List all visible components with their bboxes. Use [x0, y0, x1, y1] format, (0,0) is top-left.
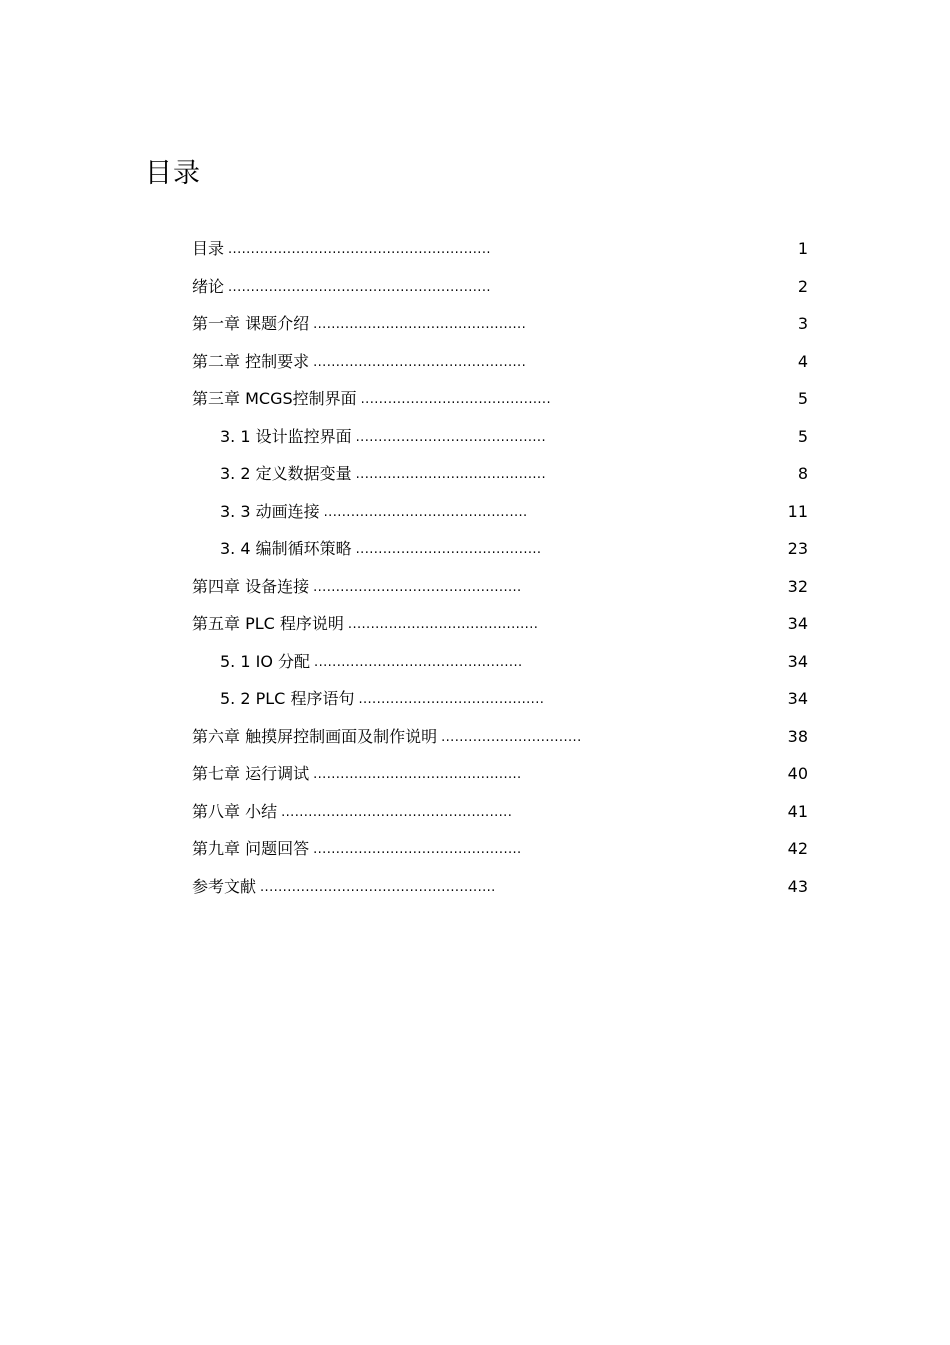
toc-entry-label: 第一章 课题介绍 — [192, 314, 310, 333]
toc-entry[interactable] — [192, 872, 808, 910]
toc-entry-page-number: 40 — [787, 764, 808, 783]
toc-entry[interactable] — [192, 609, 808, 647]
page-title: 目录 — [145, 158, 201, 189]
toc-entry-label: 第三章 MCGS控制界面 — [192, 389, 357, 408]
toc-entry-label: 第九章 问题回答 — [192, 839, 310, 858]
toc-entry-page-number: 43 — [787, 876, 808, 896]
toc-entry-page-number: 34 — [787, 689, 808, 708]
toc-entry-page-number: 23 — [787, 539, 808, 558]
toc-entry-label: 绪论 — [192, 276, 225, 296]
toc-entry[interactable] — [192, 834, 808, 872]
toc-entry-page-number: 1 — [797, 239, 808, 258]
toc-entry-label: 第五章 PLC 程序说明 — [192, 614, 344, 633]
toc-entry-page-number: 3 — [797, 314, 808, 333]
toc-entry-leader-dots: ............................................... — [313, 317, 527, 332]
toc-entry-page-number: 42 — [787, 839, 808, 858]
toc-entry-leader-dots: .......................................................... — [228, 279, 491, 295]
toc-entry-leader-dots: .......................................... — [360, 392, 551, 407]
toc-entry-label: 3. 1 设计监控界面 — [220, 426, 352, 446]
toc-entry[interactable] — [192, 572, 808, 610]
toc-entry-label: 第二章 控制要求 — [192, 351, 310, 371]
toc-entry-leader-dots: .......................................... — [347, 617, 539, 632]
toc-entry-label: 第六章 触摸屏控制画面及制作说明 — [192, 726, 438, 746]
table-of-contents — [192, 234, 808, 909]
toc-entry-label: 5. 2 PLC 程序语句 — [220, 689, 355, 708]
toc-entry-leader-dots: .......................................... — [355, 429, 546, 445]
toc-entry[interactable] — [192, 497, 808, 535]
toc-entry-leader-dots: .......................................................... — [228, 242, 491, 257]
toc-entry-leader-dots: ............................................. — [323, 504, 528, 520]
toc-entry[interactable] — [192, 234, 808, 272]
toc-entry-page-number: 41 — [787, 801, 808, 821]
toc-entry-leader-dots: ............................................... — [313, 354, 527, 370]
toc-entry-page-number: 4 — [797, 351, 808, 371]
toc-entry-label: 目录 — [192, 239, 225, 258]
toc-entry-label: 3. 3 动画连接 — [220, 501, 320, 521]
toc-entry-page-number: 34 — [787, 651, 808, 671]
toc-entry-leader-dots: ............................... — [441, 729, 582, 745]
toc-entry[interactable] — [192, 647, 808, 685]
toc-entry-leader-dots: ......................................... — [355, 542, 542, 557]
toc-entry-page-number: 5 — [797, 389, 808, 408]
toc-entry-label: 3. 4 编制循环策略 — [220, 539, 352, 558]
toc-entry[interactable] — [192, 272, 808, 310]
toc-entry[interactable] — [192, 309, 808, 347]
toc-entry-label: 5. 1 IO 分配 — [220, 651, 311, 671]
toc-entry-leader-dots: .................................................... — [260, 879, 496, 895]
toc-entry-page-number: 34 — [787, 614, 808, 633]
toc-entry[interactable] — [192, 384, 808, 422]
toc-entry-page-number: 2 — [797, 276, 808, 296]
toc-entry-leader-dots: ................................................... — [281, 804, 513, 820]
toc-entry-leader-dots: .............................................. — [314, 654, 523, 670]
toc-entry-page-number: 11 — [787, 501, 808, 521]
toc-entry[interactable] — [192, 759, 808, 797]
toc-entry-leader-dots: .............................................. — [313, 767, 522, 782]
toc-entry[interactable] — [192, 797, 808, 835]
toc-entry-page-number: 8 — [797, 464, 808, 483]
toc-entry-label: 3. 2 定义数据变量 — [220, 464, 352, 483]
toc-entry[interactable] — [192, 347, 808, 385]
toc-entry-label: 第七章 运行调试 — [192, 764, 310, 783]
toc-entry-leader-dots: ......................................... — [358, 692, 545, 707]
toc-entry-label: 第四章 设备连接 — [192, 576, 310, 596]
toc-entry[interactable] — [192, 722, 808, 760]
toc-entry-label: 参考文献 — [192, 876, 257, 896]
toc-entry-leader-dots: .......................................... — [355, 467, 546, 482]
toc-entry-leader-dots: .............................................. — [313, 842, 522, 857]
toc-entry[interactable] — [192, 422, 808, 460]
toc-entry[interactable] — [192, 684, 808, 722]
toc-entry-page-number: 38 — [787, 726, 808, 746]
toc-entry-page-number: 32 — [787, 576, 808, 596]
toc-entry[interactable] — [192, 534, 808, 572]
toc-entry-page-number: 5 — [797, 426, 808, 446]
toc-entry[interactable] — [192, 459, 808, 497]
toc-entry-label: 第八章 小结 — [192, 801, 278, 821]
toc-entry-leader-dots: .............................................. — [313, 579, 522, 595]
